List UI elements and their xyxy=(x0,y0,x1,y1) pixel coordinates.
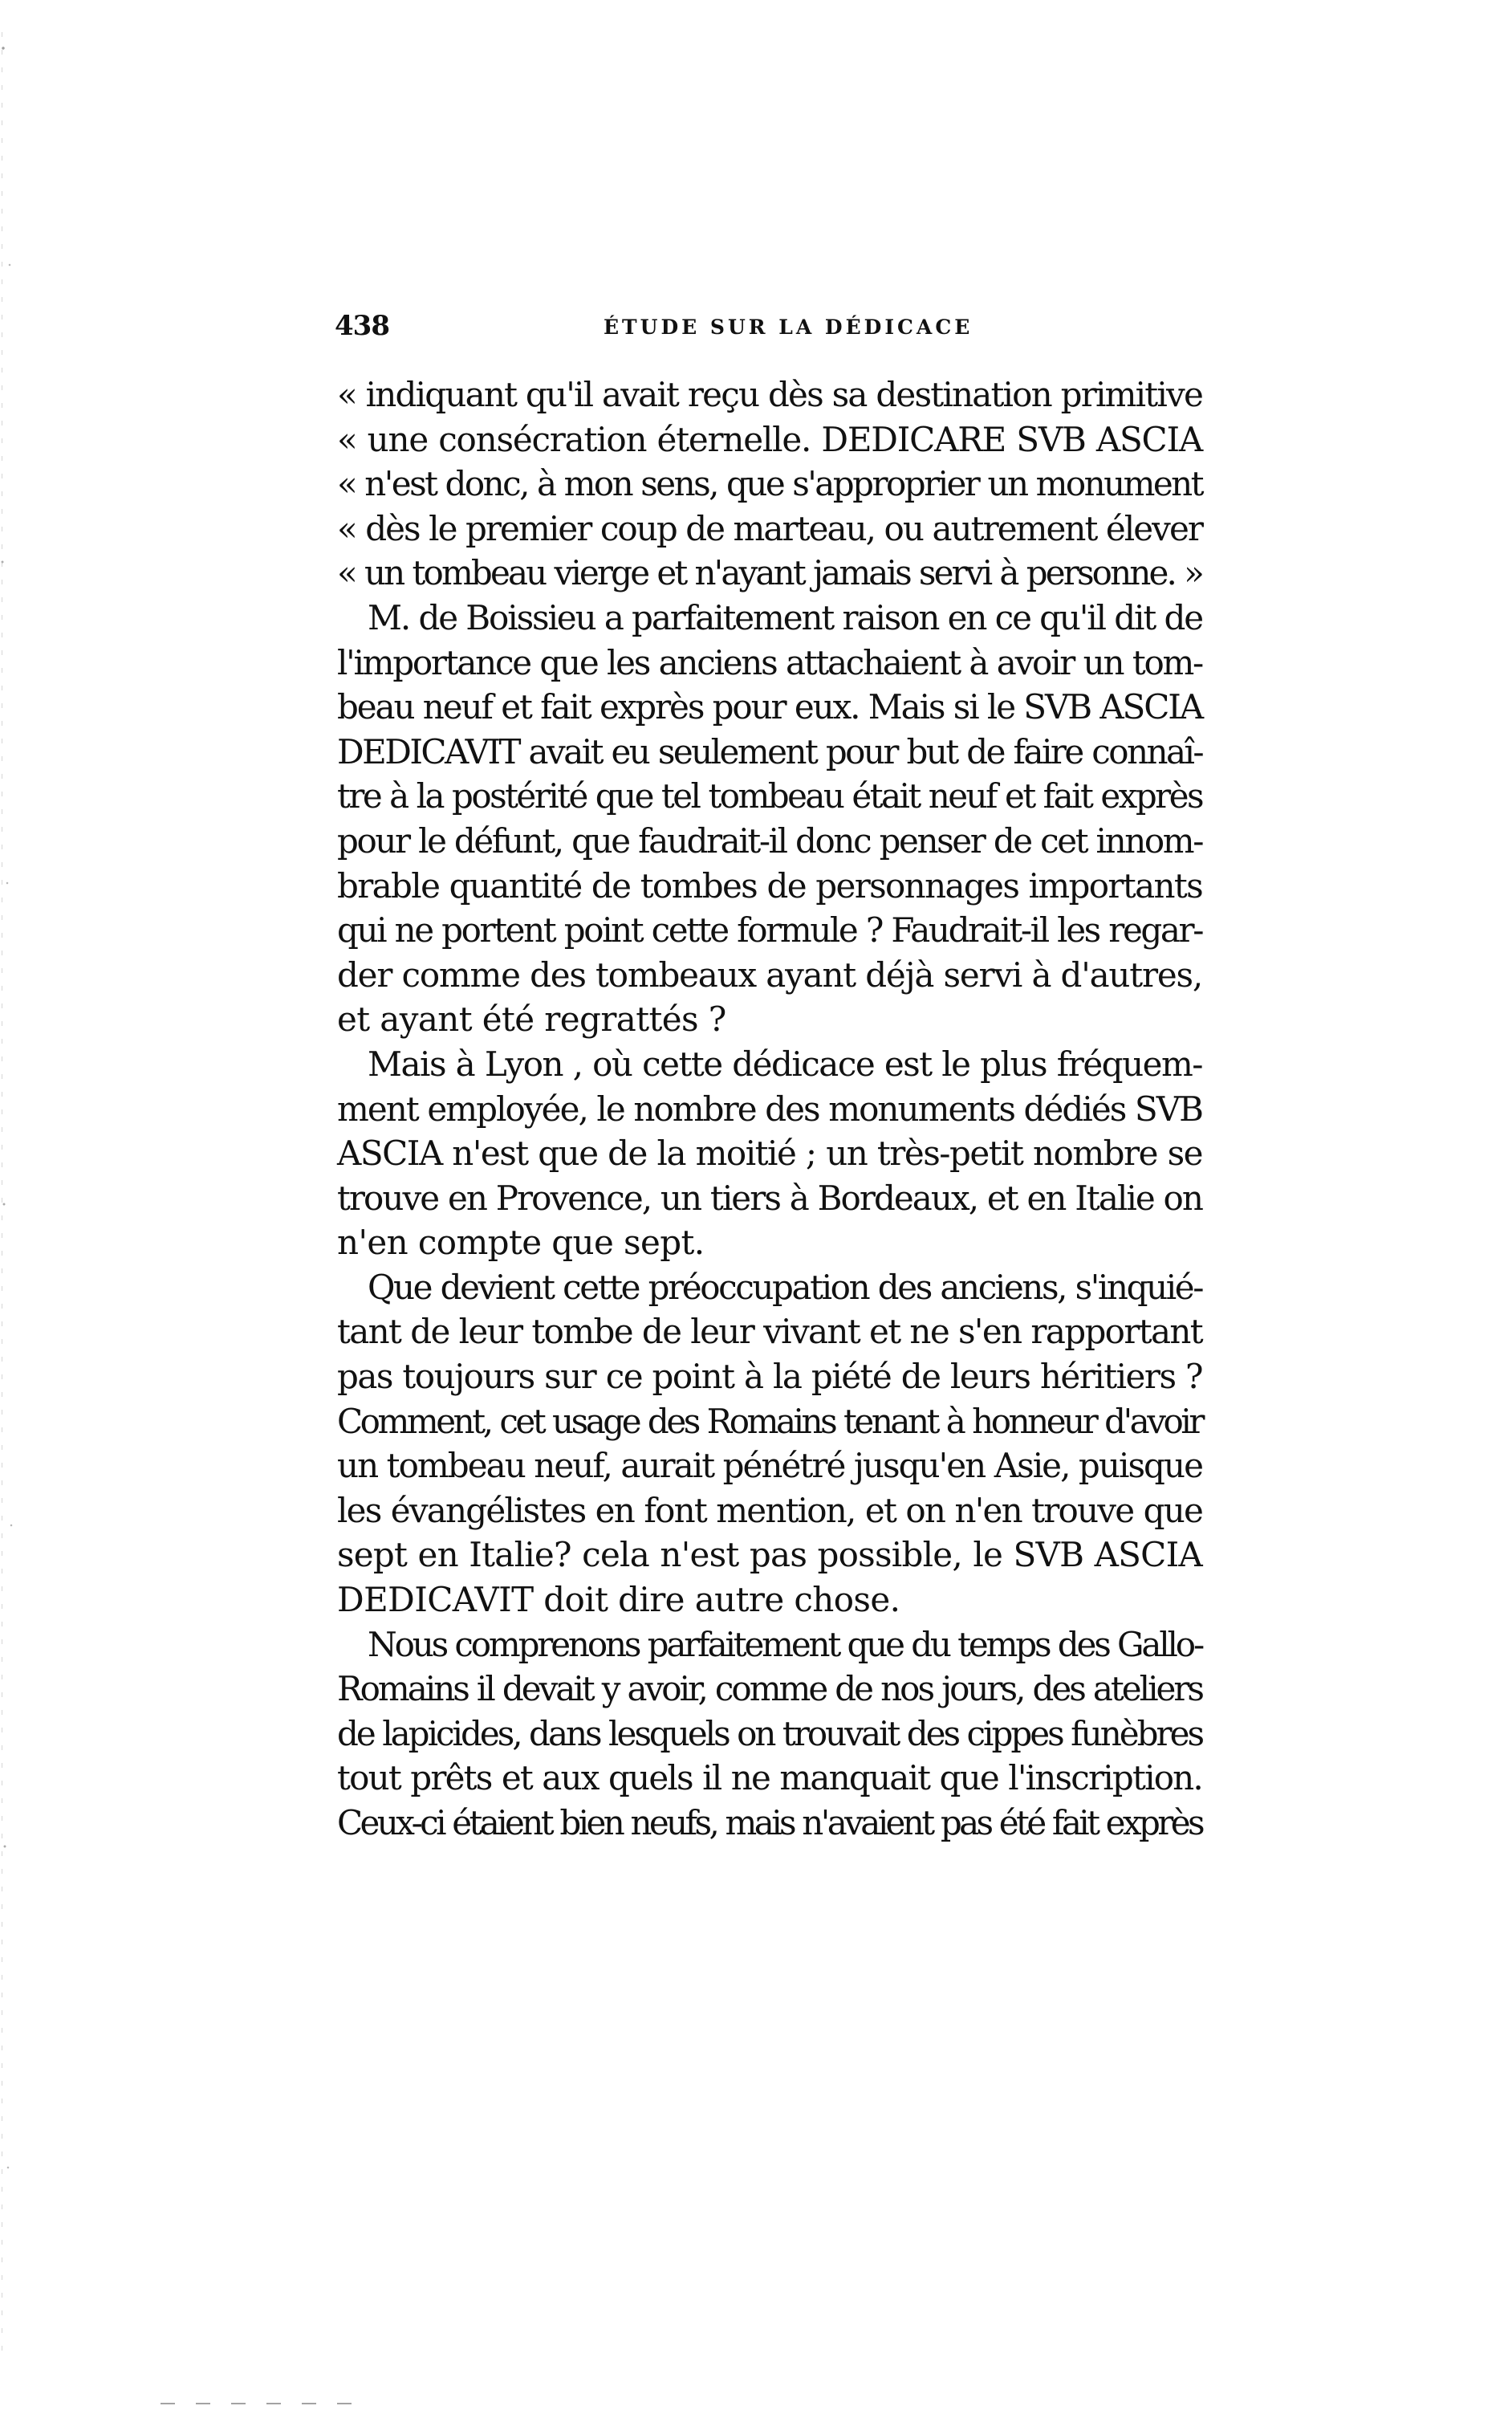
text-line: Romains il devait y avoir, comme de nos jours, des ateliers xyxy=(337,1669,1202,1709)
text-line: pas toujours sur ce point à la piété de leurs héritiers ? xyxy=(337,1357,1202,1397)
text-line: tant de leur tombe de leur vivant et ne s'en rapportant xyxy=(337,1312,1202,1352)
page-number: 438 xyxy=(335,310,389,342)
running-title: ÉTUDE SUR LA DÉDICACE xyxy=(604,315,973,339)
text-line: « un tombeau vierge et n'ayant jamais servi à personne. » xyxy=(337,553,1202,593)
text-line: tre à la postérité que tel tombeau était neuf et fait exprès xyxy=(337,776,1202,816)
text-line: DEDICAVIT avait eu seulement pour but de faire connaî- xyxy=(337,731,1202,771)
text-line: « dès le premier coup de marteau, ou autrement élever xyxy=(337,508,1202,548)
text-line: der comme des tombeaux ayant déjà servi à d'autres, xyxy=(337,955,1202,995)
scan-bottom-marks xyxy=(161,2403,353,2404)
text-line: sept en Italie? cela n'est pas possible, le SVB ASCIA xyxy=(337,1535,1202,1575)
text-line: pour le défunt, que faudrait-il donc penser de cet innom- xyxy=(337,820,1202,861)
text-line: beau neuf et fait exprès pour eux. Mais si le SVB ASCIA xyxy=(337,687,1202,727)
quote-block xyxy=(337,372,1202,596)
text-line: « n'est donc, à mon sens, que s'approprier un monument xyxy=(337,464,1202,504)
paragraph xyxy=(337,1622,1202,1846)
text-line: Mais à Lyon , où cette dédicace est le plus fréquem- xyxy=(368,1044,1202,1084)
paragraph xyxy=(337,1265,1202,1622)
text-line: qui ne portent point cette formule ? Faudrait-il les regar- xyxy=(337,910,1202,951)
text-line: un tombeau neuf, aurait pénétré jusqu'en Asie, puisque xyxy=(337,1446,1202,1486)
text-line: brable quantité de tombes de personnages importants xyxy=(337,865,1202,906)
text-line: ment employée, le nombre des monuments dédiés SVB xyxy=(337,1089,1202,1129)
text-line: ASCIA n'est que de la moitié ; un très-petit nombre se xyxy=(337,1134,1202,1174)
paragraph xyxy=(337,1042,1202,1265)
text-line: les évangélistes en font mention, et on n'en trouve que xyxy=(337,1490,1202,1530)
text-line: M. de Boissieu a parfaitement raison en ce qu'il dit de xyxy=(368,597,1202,637)
text-line: Nous comprenons parfaitement que du temps des Gallo- xyxy=(368,1624,1202,1664)
text-line: DEDICAVIT doit dire autre chose. xyxy=(337,1580,900,1620)
text-line: Comment, cet usage des Romains tenant à honneur d'avoir xyxy=(337,1401,1202,1441)
text-line: et ayant été regrattés ? xyxy=(337,999,726,1040)
paragraph xyxy=(337,596,1202,1042)
text-line: « indiquant qu'il avait reçu dès sa destination primitive xyxy=(337,375,1202,414)
text-line: tout prêts et aux quels il ne manquait que l'inscription. xyxy=(337,1758,1202,1798)
running-head xyxy=(335,308,1203,344)
text-line: Que devient cette préoccupation des anciens, s'inquié- xyxy=(368,1267,1202,1307)
text-line: l'importance que les anciens attachaient à avoir un tom- xyxy=(337,642,1202,682)
text-line: de lapicides, dans lesquels on trouvait des cippes funèbres xyxy=(337,1713,1202,1753)
text-line: Ceux-ci étaient bien neufs, mais n'avaient pas été fait exprès xyxy=(337,1803,1202,1842)
text-line: trouve en Provence, un tiers à Bordeaux, et en Italie on xyxy=(337,1178,1202,1218)
text-line: n'en compte que sept. xyxy=(337,1223,705,1263)
body-text xyxy=(337,372,1202,1846)
scan-noise xyxy=(0,0,32,2410)
text-line: « une consécration éternelle. DEDICARE SVB ASCIA xyxy=(337,419,1202,459)
